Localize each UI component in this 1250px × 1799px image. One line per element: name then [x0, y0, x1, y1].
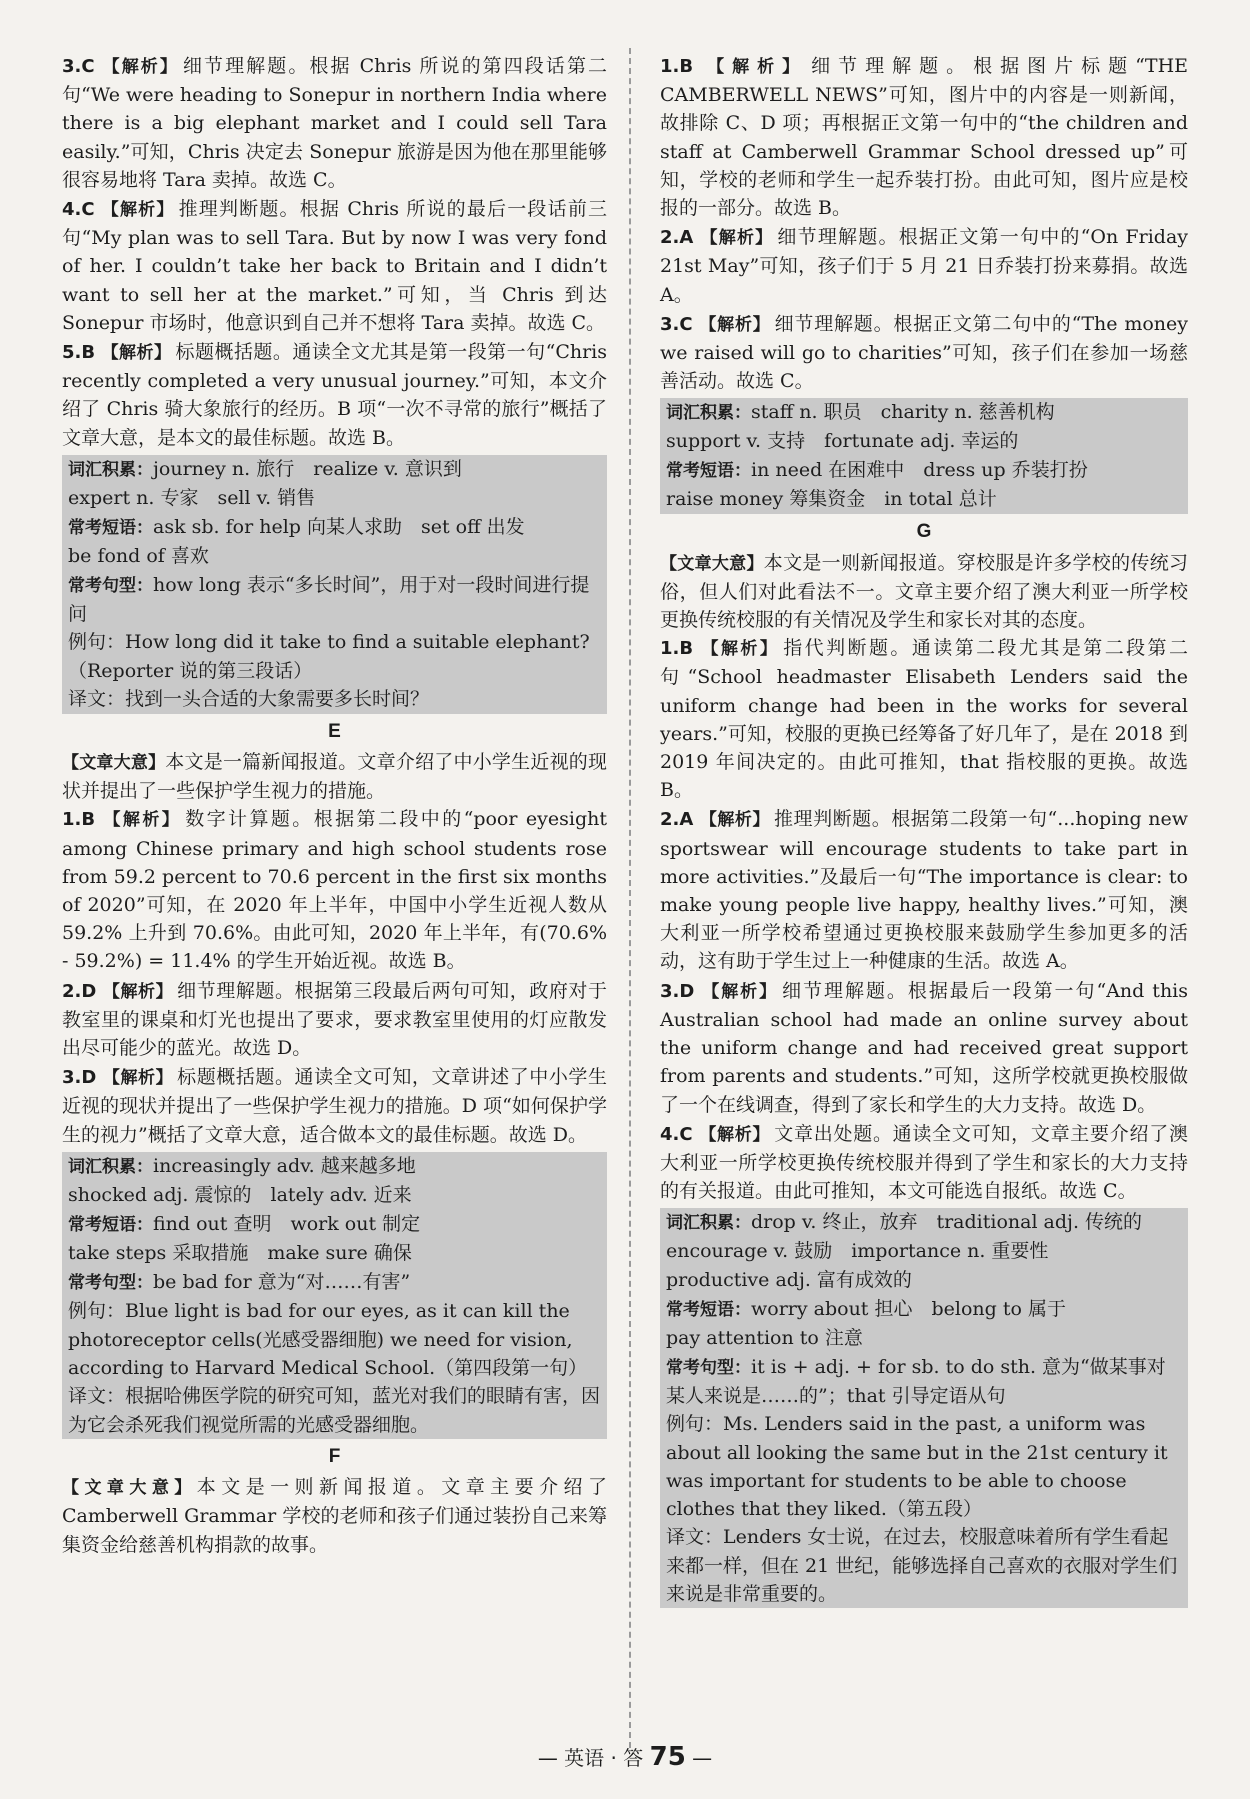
panel-label: 常考短语： — [68, 1214, 153, 1235]
answer-number: 3.D — [62, 1067, 97, 1089]
section-e-heading: E — [328, 720, 341, 742]
answer-number: 3.D — [660, 980, 695, 1002]
answer-explanation: 推理判断题。根据 Chris 所说的最后一段话前三句“My plan was to sell Tara. But by now I was very fond of her. I couldn’t take her back to Britain and I didn’t want to sell her at the market.”可知，当 Chris 到达 Sonepur 市场时，他意识到自己并不想将 Tara 卖掉。故选 C。 — [62, 198, 608, 334]
section-e-answers — [62, 805, 607, 1148]
panel-text: staff n. 职员 charity n. 慈善机构 — [751, 401, 1055, 424]
panel-row — [68, 455, 601, 484]
column-divider — [629, 48, 631, 1748]
footer-prefix: — 英语 · 答 — [537, 1746, 650, 1770]
panel-row — [68, 1152, 601, 1181]
panel-row — [666, 1208, 1182, 1237]
answer-explanation: 细节理解题。根据第三段最后两句可知，政府对于教室里的课桌和灯光也提出了要求，要求教室里使用的灯应散发出尽可能少的蓝光。故选 D。 — [62, 979, 607, 1060]
analysis-tag: 【解析】 — [101, 810, 182, 831]
answer-number: 1.B — [660, 56, 694, 77]
panel-text: worry about 担心 belong to 属于 — [751, 1298, 1066, 1321]
panel-text: encourage v. 鼓励 importance n. 重要性 — [666, 1240, 1049, 1263]
panel-row — [666, 398, 1182, 427]
panel-text: 译文：根据哈佛医学院的研究可知，蓝光对我们的眼睛有害，因为它会杀死我们视觉所需的光感受器细胞。 — [68, 1384, 601, 1436]
panel-text: how long 表示“多长时间”，用于对一段时间进行提问 — [68, 573, 590, 625]
panel-label: 常考短语： — [666, 1300, 751, 1321]
panel-row — [666, 1237, 1182, 1266]
panel-row — [666, 1523, 1182, 1608]
section-g-heading: G — [916, 521, 932, 543]
panel-row — [68, 685, 601, 714]
section-f-vocab-panel — [660, 398, 1188, 514]
panel-label: 词汇积累： — [68, 459, 153, 480]
panel-row — [68, 571, 601, 628]
answer-explanation: 标题概括题。通读全文可知，文章讲述了中小学生近视的现状并提出了一些保护学生视力的措施。D 项“如何保护学生的视力”概括了文章大意，适合做本文的最佳标题。故选 D。 — [62, 1066, 607, 1146]
panel-row — [666, 456, 1182, 485]
panel-row — [666, 1266, 1182, 1295]
summary-tag: 【文章大意】 — [660, 553, 764, 574]
answer-explanation: 推理判断题。根据第二段第一句“...hoping new sportswear will encourage students to take part in more activities.”及最后一句“The importance is clear: to make young people live happy, healthy lives.”可知，澳大利亚一所学校希望通过更换校服来鼓励学生参加更多的活动，这有助于学生过上一种健康的生活。故选 A。 — [660, 808, 1189, 973]
answer-item — [62, 338, 607, 452]
footer-suffix: — — [685, 1746, 713, 1770]
answer-item — [660, 1120, 1188, 1206]
answer-number: 4.C — [660, 1123, 693, 1145]
page-number: 75 — [649, 1742, 686, 1772]
panel-row — [666, 1353, 1182, 1410]
analysis-tag: 【解析】 — [699, 228, 774, 249]
answer-explanation: 指代判断题。通读第二段尤其是第二段第二句“School headmaster Elisabeth Lenders said the uniform change had been in the works for several years.”可知，校服的更换已经筹备了好几年了，是在 2018 到 2019 年间决定的。由此可推知，that 指校服的更换。故选 B。 — [660, 637, 1188, 802]
section-e-vocab-panel — [62, 1152, 607, 1439]
analysis-tag: 【解析】 — [700, 981, 779, 1002]
panel-row — [666, 1324, 1182, 1353]
panel-row — [666, 427, 1182, 456]
analysis-tag: 【解析】 — [101, 343, 172, 364]
panel-text: 译文：找到一头合适的大象需要多长时间？ — [68, 687, 430, 710]
analysis-tag: 【解析】 — [699, 639, 780, 660]
section-f-summary — [62, 1473, 607, 1559]
panel-row — [68, 1239, 601, 1268]
panel-text: find out 查明 work out 制定 — [153, 1212, 421, 1235]
panel-row — [666, 1295, 1182, 1324]
answer-explanation: 细节理解题。根据 Chris 所说的第四段话第二句“We were heading to Sonepur in northern India where there is a big elephant market and I could sell Tara easily.”可知，Chris 决定去 Sonepur 旅游是因为他在那里能够很容易地将 Tara 卖掉。故选 C。 — [62, 55, 608, 191]
summary-tag: 【文章大意】 — [62, 1478, 197, 1499]
answer-item — [62, 1063, 607, 1149]
analysis-tag: 【解析】 — [100, 200, 175, 221]
panel-label: 常考短语： — [68, 517, 153, 538]
panel-text: it is + adj. + for sb. to do sth. 意为“做某事对某人来说是……的”；that 引导定语从句 — [666, 1356, 1166, 1408]
panel-text: 例句：Blue light is bad for our eyes, as it can kill the photoreceptor cells(光感受器细胞) we need for vision, according to Harvard Medical School.（第四段第一句） — [68, 1299, 588, 1379]
summary-text: 本文是一则新闻报道。穿校服是许多学校的传统习俗，但人们对此看法不一。文章主要介绍了澳大利亚一所学校更换传统校服的有关情况及学生和家长对其的态度。 — [660, 551, 1188, 632]
section-g-vocab-panel — [660, 1208, 1188, 1608]
analysis-tag: 【解析】 — [100, 57, 179, 77]
answer-explanation: 细节理解题。根据正文第二句中的“The money we raised will go to charities”可知，孩子们在参加一场慈善活动。故选 C。 — [660, 312, 1189, 393]
panel-row — [68, 542, 601, 571]
panel-text: be fond of 喜欢 — [68, 544, 209, 567]
panel-row — [68, 484, 601, 513]
panel-text: drop v. 终止，放弃 traditional adj. 传统的 — [751, 1211, 1143, 1234]
panel-row — [68, 1210, 601, 1239]
panel-text: ask sb. for help 向某人求助 set off 出发 — [153, 515, 525, 538]
answer-item — [660, 52, 1188, 222]
panel-label: 常考短语： — [666, 461, 751, 482]
answer-explanation: 细节理解题。根据最后一段第一句“And this Australian school had made an online survey about the uniform change and had received great support from parents and students.”可知，这所学校就更换校服做了一个在线调查，得到了家长和学生的大力支持。故选 D。 — [660, 979, 1189, 1116]
analysis-tag: 【解析】 — [699, 810, 770, 831]
panel-row — [68, 1181, 601, 1210]
panel-row — [68, 1382, 601, 1439]
answer-explanation: 标题概括题。通读全文尤其是第一段第一句“Chris recently completed a very unusual journey.”可知，本文介绍了 Chris 骑大象旅行的经历。B 项“一次不寻常的旅行”概括了文章大意，是本文的最佳标题。故选 B。 — [62, 341, 608, 449]
panel-text: 译文：Lenders 女士说，在过去，校服意味着所有学生看起来都一样，但在 21 世纪，能够选择自己喜欢的衣服对学生们来说是非常重要的。 — [666, 1526, 1178, 1606]
page-footer — [0, 1742, 1250, 1772]
panel-label: 常考句型： — [68, 1272, 153, 1293]
answer-item — [660, 223, 1188, 309]
answer-explanation: 细节理解题。根据图片标题“THE CAMBERWELL NEWS”可知，图片中的内容是一则新闻，故排除 C、D 项；再根据正文第一句中的“the children and staff at Camberwell Grammar School dressed up”可知，学校的老师和学生一起乔装打扮。由此可知，图片应是校报的一部分。故选 B。 — [660, 55, 1189, 220]
answer-number: 3.C — [660, 313, 693, 335]
panel-label: 词汇积累： — [68, 1156, 153, 1177]
analysis-tag: 【解析】 — [698, 314, 771, 335]
answer-number: 2.D — [62, 980, 97, 1002]
answer-number: 1.B — [660, 638, 694, 660]
analysis-tag: 【解析】 — [699, 57, 808, 77]
analysis-tag: 【解析】 — [698, 1124, 771, 1145]
answer-number: 5.B — [62, 342, 96, 364]
panel-label: 词汇积累： — [666, 403, 751, 424]
panel-text: be bad for 意为“对……有害” — [153, 1270, 411, 1293]
panel-text: increasingly adv. 越来越多地 — [153, 1154, 416, 1177]
answer-number: 2.A — [660, 227, 694, 249]
section-f-answers — [660, 52, 1188, 395]
answer-item — [660, 805, 1188, 975]
panel-row — [666, 485, 1182, 514]
analysis-tag: 【解析】 — [102, 1068, 174, 1089]
answer-explanation: 数字计算题。根据第二段中的“poor eyesight among Chinese primary and high school students rose from 59.2 percent to 70.6 percent in the first six months of 2020”可知，在 2020 年上半年，中国中小学生近视人数从 59.2% 上升到 70.6%。由此可知，2020 年上半年，有(70.6% - 59.2%) = 11.4% 的学生开始近视。故选 B。 — [62, 808, 607, 973]
panel-text: journey n. 旅行 realize v. 意识到 — [153, 457, 462, 480]
answer-item — [62, 195, 607, 337]
panel-row — [68, 513, 601, 542]
summary-text: 本文是一则新闻报道。文章主要介绍了 Camberwell Grammar 学校的老师和孩子们通过装扮自己来筹集资金给慈善机构捐款的故事。 — [62, 1476, 607, 1556]
panel-label: 常考句型： — [68, 575, 153, 596]
section-d-vocab-panel — [62, 455, 607, 714]
panel-text: support v. 支持 fortunate adj. 幸运的 — [666, 430, 1019, 453]
panel-row — [68, 1297, 601, 1382]
section-e-summary — [62, 748, 607, 805]
answer-item — [62, 977, 607, 1063]
panel-text: productive adj. 富有成效的 — [666, 1269, 912, 1292]
panel-row — [68, 1268, 601, 1297]
answer-explanation: 细节理解题。根据正文第一句中的“On Friday 21st May”可知，孩子们于 5 月 21 日乔装打扮来募捐。故选 A。 — [660, 226, 1189, 306]
section-g-summary — [660, 549, 1188, 635]
summary-text: 本文是一篇新闻报道。文章介绍了中小学生近视的现状并提出了一些保护学生视力的措施。 — [62, 751, 608, 803]
panel-label: 常考句型： — [666, 1358, 751, 1379]
left-column — [62, 52, 607, 1559]
right-column — [660, 52, 1188, 1612]
panel-text: 例句：Ms. Lenders said in the past, a uniform was about all looking the same but in the 21st century it was important for students to be able to choose clothes that they liked.（第五段） — [666, 1413, 1168, 1521]
panel-text: 例句：How long did it take to find a suitable elephant?（Reporter 说的第三段话） — [68, 630, 590, 682]
answer-number: 3.C — [62, 56, 95, 77]
section-f-heading: F — [328, 1445, 341, 1467]
panel-row — [666, 1410, 1182, 1523]
panel-text: raise money 筹集资金 in total 总计 — [666, 488, 997, 511]
answer-item — [62, 52, 607, 194]
answer-item — [660, 310, 1188, 396]
section-d-answers — [62, 52, 607, 452]
answer-number: 1.B — [62, 809, 96, 831]
answer-item — [660, 977, 1188, 1119]
panel-row — [68, 628, 601, 685]
panel-text: pay attention to 注意 — [666, 1327, 863, 1350]
answer-number: 2.A — [660, 809, 694, 831]
panel-text: in need 在困难中 dress up 乔装打扮 — [751, 459, 1088, 482]
panel-text: shocked adj. 震惊的 lately adv. 近来 — [68, 1183, 412, 1206]
analysis-tag: 【解析】 — [102, 981, 174, 1002]
answer-number: 4.C — [62, 199, 95, 221]
answer-explanation: 文章出处题。通读全文可知，文章主要介绍了澳大利亚一所学校更换传统校服并得到了学生和家长的大力支持的有关报道。由此可推知，本文可能选自报纸。故选 C。 — [660, 1122, 1188, 1203]
answer-item — [62, 805, 607, 975]
answer-item — [660, 634, 1188, 804]
section-g-answers — [660, 634, 1188, 1205]
panel-text: expert n. 专家 sell v. 销售 — [68, 486, 316, 509]
panel-text: take steps 采取措施 make sure 确保 — [68, 1241, 412, 1264]
summary-tag: 【文章大意】 — [62, 753, 166, 774]
panel-label: 词汇积累： — [666, 1213, 751, 1234]
